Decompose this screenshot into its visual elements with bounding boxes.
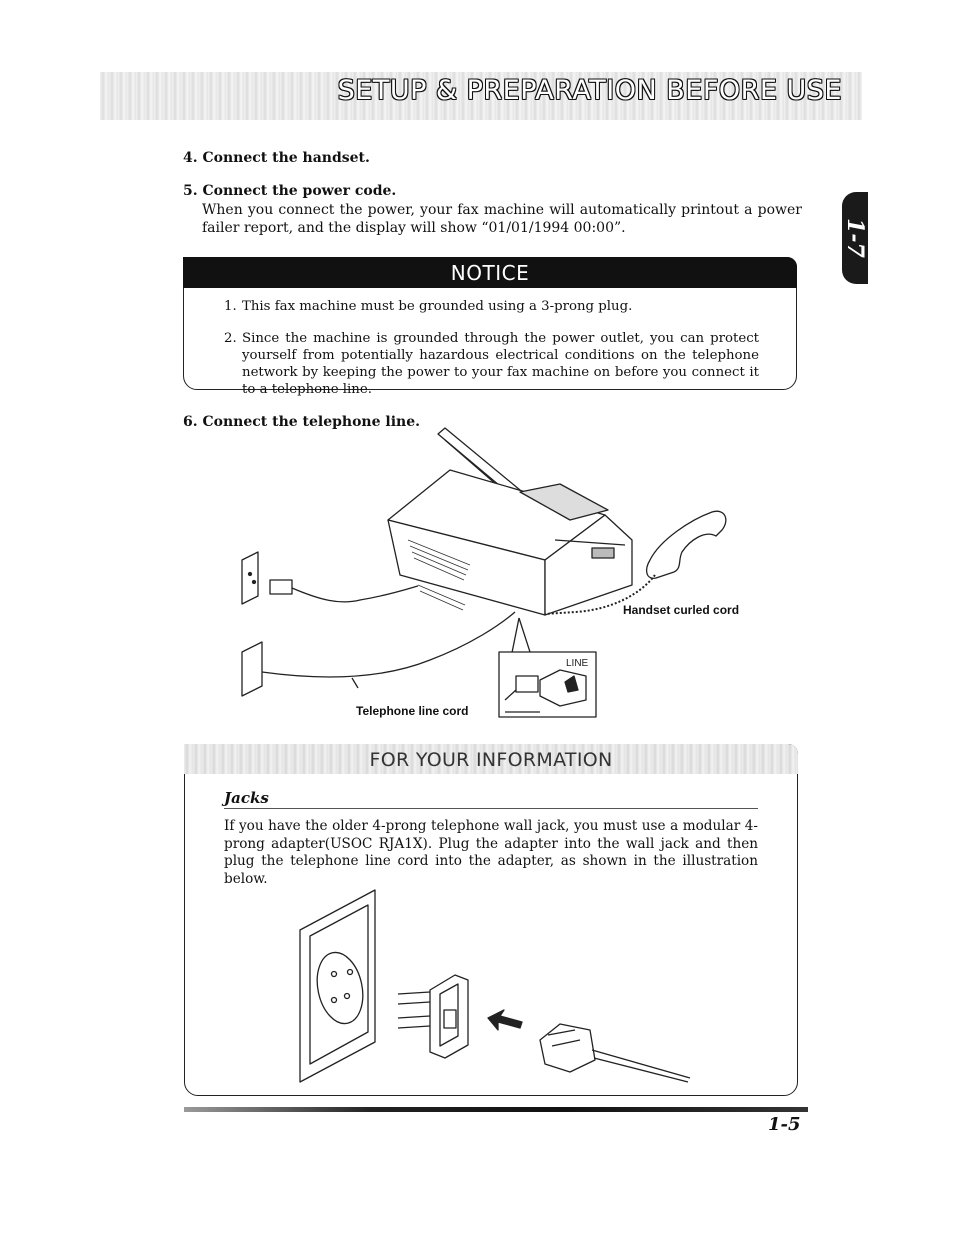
step-4-heading: 4. Connect the handset. bbox=[183, 150, 370, 166]
step-5-text: When you connect the power, your fax machine will automatically printout a power failer report, and the display will show “01/01/1994 00:00”. bbox=[202, 202, 802, 236]
page-title: SETUP & PREPARATION BEFORE USE bbox=[337, 75, 842, 106]
jacks-text: If you have the older 4-prong telephone wall jack, you must use a modular 4-prong adapter(USOC RJA1X). Plug the adapter into the wall jack and then plug the telephone line cord into the adapter, as shown in the illustration below. bbox=[224, 818, 758, 887]
chapter-tab-label: 1-7 bbox=[842, 218, 868, 258]
page-number: 1-5 bbox=[768, 1114, 801, 1135]
handset-cord-label: Handset curled cord bbox=[623, 603, 740, 617]
notice-item-number: 2. bbox=[224, 331, 237, 346]
insert-arrow-icon bbox=[488, 1010, 522, 1030]
jacks-heading: Jacks bbox=[224, 789, 269, 807]
notice-item-text: Since the machine is grounded through the power outlet, you can protect yourself from potentially hazardous electrical conditions on the telephone network by keeping the power to your fax machine on before you connect it to a telephone line. bbox=[242, 331, 759, 397]
telephone-line-cord-label: Telephone line cord bbox=[356, 704, 469, 718]
line-jack-label: LINE bbox=[566, 658, 589, 669]
step-6-heading: 6. Connect the telephone line. bbox=[183, 414, 420, 430]
wall-plate bbox=[300, 890, 375, 1082]
step-5-heading: 5. Connect the power code. bbox=[183, 183, 397, 199]
notice-title: NOTICE bbox=[450, 261, 530, 285]
notice-item-number: 1. bbox=[224, 299, 237, 314]
fyi-title: FOR YOUR INFORMATION bbox=[369, 749, 613, 771]
footer-rule bbox=[184, 1107, 808, 1112]
adapter-line-cord bbox=[592, 1050, 690, 1082]
notice-item-text: This fax machine must be grounded using a 3-prong plug. bbox=[242, 299, 633, 314]
